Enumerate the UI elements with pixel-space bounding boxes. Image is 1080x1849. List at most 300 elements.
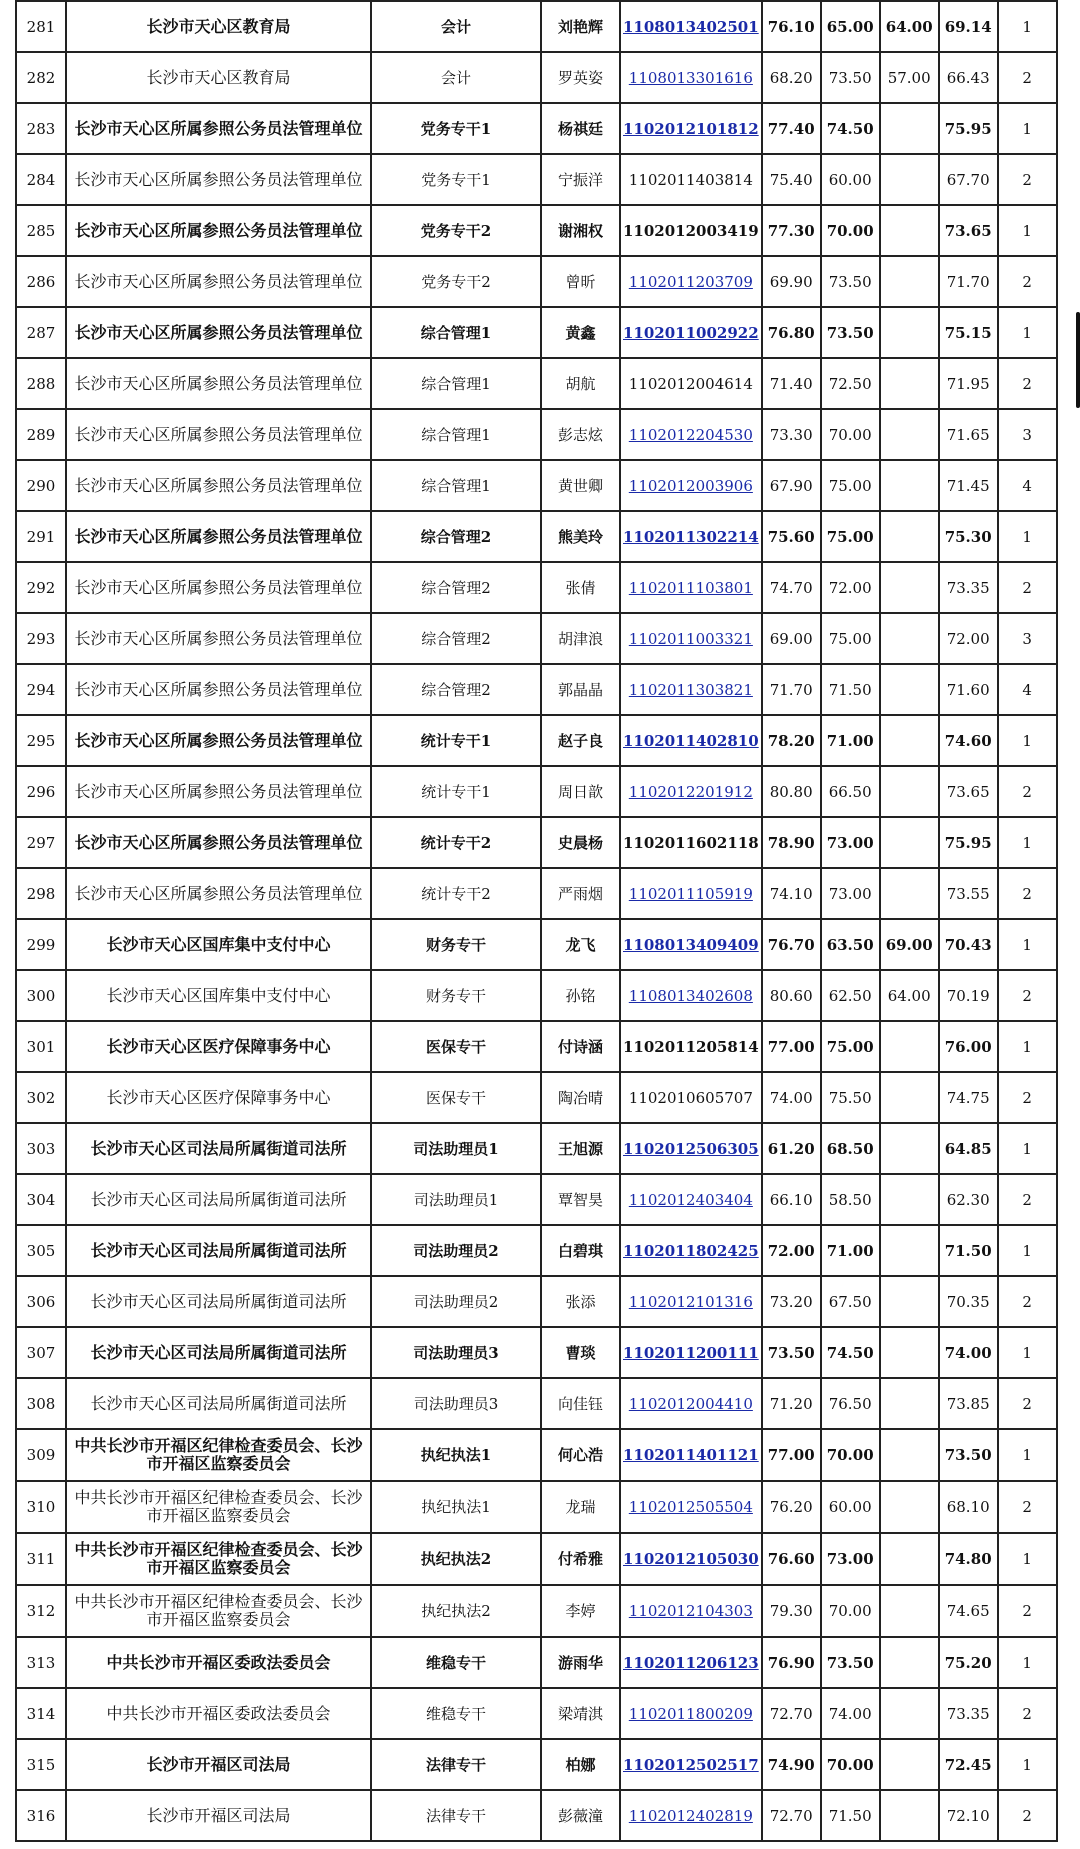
- row-number-cell: 295: [16, 715, 66, 766]
- position-cell: 执纪执法1: [371, 1429, 541, 1481]
- interview-score-cell: 73.50: [821, 256, 880, 307]
- ticket-number-link[interactable]: 1102012104303: [628, 1602, 753, 1620]
- total-score-cell: 72.45: [939, 1739, 998, 1790]
- rank-cell: 2: [998, 358, 1057, 409]
- row-number-cell: 312: [16, 1585, 66, 1637]
- employer-unit-cell: 长沙市天心区医疗保障事务中心: [66, 1021, 371, 1072]
- ticket-number-cell: [620, 103, 762, 154]
- interview-score-cell: 58.50: [821, 1174, 880, 1225]
- ticket-number-link[interactable]: 1102012506305: [623, 1139, 759, 1158]
- position-cell: 综合管理1: [371, 460, 541, 511]
- row-number-cell: 305: [16, 1225, 66, 1276]
- ticket-number-link[interactable]: 1102011302214: [623, 527, 759, 546]
- ticket-number-cell: [620, 868, 762, 919]
- row-number-cell: 299: [16, 919, 66, 970]
- row-number-cell: 289: [16, 409, 66, 460]
- row-number-cell: 300: [16, 970, 66, 1021]
- ticket-number-link[interactable]: 1108013402608: [628, 986, 753, 1005]
- position-cell: 维稳专干: [371, 1637, 541, 1688]
- employer-unit-cell: 长沙市天心区所属参照公务员法管理单位: [66, 358, 371, 409]
- position-cell: 会计: [371, 52, 541, 103]
- candidate-name-cell: 覃智昊: [541, 1174, 620, 1225]
- written-score-cell: 76.10: [762, 1, 821, 52]
- employer-unit-cell: 长沙市天心区所属参照公务员法管理单位: [66, 307, 371, 358]
- total-score-cell: 76.00: [939, 1021, 998, 1072]
- position-cell: 统计专干1: [371, 766, 541, 817]
- ticket-number-cell: [620, 1225, 762, 1276]
- ticket-number-link: 1102011602118: [623, 833, 759, 852]
- interview-score-cell: 73.00: [821, 868, 880, 919]
- position-cell: 综合管理2: [371, 562, 541, 613]
- total-score-cell: 74.80: [939, 1533, 998, 1585]
- ticket-number-link[interactable]: 1102012403404: [628, 1190, 753, 1209]
- row-number-cell: 288: [16, 358, 66, 409]
- total-score-cell: 71.70: [939, 256, 998, 307]
- interview-score-cell: 70.00: [821, 1429, 880, 1481]
- row-number-cell: 302: [16, 1072, 66, 1123]
- ticket-number-link: 1102011205814: [623, 1037, 759, 1056]
- scrollbar-thumb[interactable]: [1076, 312, 1080, 408]
- rank-cell: 3: [998, 409, 1057, 460]
- employer-unit-cell: 中共长沙市开福区纪律检查委员会、长沙市开福区监察委员会: [66, 1585, 371, 1637]
- ticket-number-link[interactable]: 1102012204530: [628, 425, 753, 444]
- candidate-name-cell: 宁振洋: [541, 154, 620, 205]
- ticket-number-cell: [620, 307, 762, 358]
- row-number-cell: 309: [16, 1429, 66, 1481]
- employer-unit-cell: 长沙市天心区所属参照公务员法管理单位: [66, 409, 371, 460]
- interview-score-cell: 74.00: [821, 1688, 880, 1739]
- ticket-number-link[interactable]: 1102012505504: [628, 1498, 753, 1516]
- position-cell: 执纪执法1: [371, 1481, 541, 1533]
- ticket-number-link[interactable]: 1108013301616: [628, 68, 753, 87]
- written-score-cell: 74.70: [762, 562, 821, 613]
- rank-cell: 2: [998, 1790, 1057, 1841]
- total-score-cell: 73.35: [939, 562, 998, 613]
- position-cell: 司法助理员3: [371, 1327, 541, 1378]
- position-cell: 统计专干2: [371, 817, 541, 868]
- ticket-number-cell: [620, 1429, 762, 1481]
- skill-score-cell: [880, 256, 939, 307]
- candidate-name-cell: 彭薇潼: [541, 1790, 620, 1841]
- ticket-number-cell: [620, 1327, 762, 1378]
- rank-cell: 2: [998, 1276, 1057, 1327]
- row-number-cell: 284: [16, 154, 66, 205]
- skill-score-cell: [880, 1739, 939, 1790]
- rank-cell: 2: [998, 1072, 1057, 1123]
- ticket-number-link[interactable]: 1102012105030: [623, 1550, 759, 1568]
- ticket-number-link[interactable]: 1102012004410: [628, 1394, 753, 1413]
- total-score-cell: 73.50: [939, 1429, 998, 1481]
- ticket-number-cell: [620, 1276, 762, 1327]
- rank-cell: 2: [998, 1378, 1057, 1429]
- employer-unit-cell: 长沙市天心区所属参照公务员法管理单位: [66, 562, 371, 613]
- ticket-number-link: 1102012004614: [628, 374, 753, 393]
- table-row: [16, 1429, 1057, 1481]
- ticket-number-link[interactable]: 1102011002922: [623, 323, 759, 342]
- row-number-cell: 285: [16, 205, 66, 256]
- employer-unit-cell: 长沙市天心区所属参照公务员法管理单位: [66, 766, 371, 817]
- rank-cell: 1: [998, 307, 1057, 358]
- written-score-cell: 80.60: [762, 970, 821, 1021]
- total-score-cell: 71.60: [939, 664, 998, 715]
- row-number-cell: 283: [16, 103, 66, 154]
- skill-score-cell: [880, 1790, 939, 1841]
- written-score-cell: 75.40: [762, 154, 821, 205]
- candidate-name-cell: 龙瑞: [541, 1481, 620, 1533]
- position-cell: 综合管理1: [371, 307, 541, 358]
- row-number-cell: 306: [16, 1276, 66, 1327]
- written-score-cell: 77.40: [762, 103, 821, 154]
- written-score-cell: 72.70: [762, 1790, 821, 1841]
- ticket-number-link[interactable]: 1102011402810: [623, 731, 759, 750]
- ticket-number-link[interactable]: 1102012003906: [628, 476, 753, 495]
- ticket-number-link[interactable]: 1102011103801: [628, 578, 753, 597]
- employer-unit-cell: 长沙市天心区国库集中支付中心: [66, 919, 371, 970]
- interview-score-cell: 71.50: [821, 664, 880, 715]
- candidate-name-cell: 熊美玲: [541, 511, 620, 562]
- ticket-number-link[interactable]: 1102012101316: [628, 1292, 753, 1311]
- skill-score-cell: [880, 1378, 939, 1429]
- table-row: [16, 1072, 1057, 1123]
- table-row: [16, 1739, 1057, 1790]
- candidate-name-cell: 罗英姿: [541, 52, 620, 103]
- candidate-name-cell: 赵子良: [541, 715, 620, 766]
- ticket-number-link[interactable]: 1102011206123: [623, 1653, 759, 1672]
- position-cell: 会计: [371, 1, 541, 52]
- total-score-cell: 68.10: [939, 1481, 998, 1533]
- skill-score-cell: [880, 613, 939, 664]
- candidate-name-cell: 严雨烟: [541, 868, 620, 919]
- interview-score-cell: 74.50: [821, 1327, 880, 1378]
- total-score-cell: 74.75: [939, 1072, 998, 1123]
- ticket-number-link[interactable]: 1102011105919: [628, 884, 753, 903]
- interview-score-cell: 75.00: [821, 511, 880, 562]
- employer-unit-cell: 长沙市天心区医疗保障事务中心: [66, 1072, 371, 1123]
- position-cell: 综合管理1: [371, 358, 541, 409]
- written-score-cell: 67.90: [762, 460, 821, 511]
- ticket-number-cell: [620, 52, 762, 103]
- interview-score-cell: 72.50: [821, 358, 880, 409]
- ticket-number-cell: [620, 1021, 762, 1072]
- rank-cell: 1: [998, 1637, 1057, 1688]
- ticket-number-cell: [620, 205, 762, 256]
- employer-unit-cell: 长沙市天心区所属参照公务员法管理单位: [66, 715, 371, 766]
- ticket-number-link[interactable]: 1102011401121: [623, 1446, 759, 1464]
- employer-unit-cell: 长沙市天心区所属参照公务员法管理单位: [66, 511, 371, 562]
- total-score-cell: 75.95: [939, 817, 998, 868]
- rank-cell: 2: [998, 868, 1057, 919]
- interview-score-cell: 65.00: [821, 1, 880, 52]
- row-number-cell: 296: [16, 766, 66, 817]
- ticket-number-cell: [620, 409, 762, 460]
- ticket-number-cell: [620, 613, 762, 664]
- candidate-name-cell: 向佳钰: [541, 1378, 620, 1429]
- rank-cell: 1: [998, 205, 1057, 256]
- ticket-number-link[interactable]: 1102012201912: [628, 782, 753, 801]
- interview-score-cell: 71.00: [821, 1225, 880, 1276]
- row-number-cell: 301: [16, 1021, 66, 1072]
- skill-score-cell: [880, 1585, 939, 1637]
- skill-score-cell: [880, 1481, 939, 1533]
- total-score-cell: 70.19: [939, 970, 998, 1021]
- ticket-number-link[interactable]: 1102011800209: [628, 1704, 753, 1723]
- interview-score-cell: 60.00: [821, 1481, 880, 1533]
- total-score-cell: 73.65: [939, 766, 998, 817]
- position-cell: 党务专干2: [371, 256, 541, 307]
- total-score-cell: 67.70: [939, 154, 998, 205]
- candidate-name-cell: 杨祺廷: [541, 103, 620, 154]
- position-cell: 司法助理员2: [371, 1276, 541, 1327]
- table-row: [16, 52, 1057, 103]
- employer-unit-cell: 长沙市天心区所属参照公务员法管理单位: [66, 103, 371, 154]
- written-score-cell: 68.20: [762, 52, 821, 103]
- interview-score-cell: 66.50: [821, 766, 880, 817]
- written-score-cell: 66.10: [762, 1174, 821, 1225]
- rank-cell: 2: [998, 52, 1057, 103]
- rank-cell: 1: [998, 1429, 1057, 1481]
- skill-score-cell: [880, 715, 939, 766]
- table-row: [16, 1, 1057, 52]
- table-row: [16, 1225, 1057, 1276]
- ticket-number-link[interactable]: 1102011303821: [628, 680, 753, 699]
- row-number-cell: 294: [16, 664, 66, 715]
- rank-cell: 1: [998, 715, 1057, 766]
- rank-cell: 1: [998, 1123, 1057, 1174]
- candidate-name-cell: 白碧琪: [541, 1225, 620, 1276]
- ticket-number-cell: [620, 1637, 762, 1688]
- position-cell: 党务专干1: [371, 154, 541, 205]
- table-row: [16, 1174, 1057, 1225]
- ticket-number-cell: [620, 1, 762, 52]
- written-score-cell: 80.80: [762, 766, 821, 817]
- employer-unit-cell: 长沙市天心区所属参照公务员法管理单位: [66, 256, 371, 307]
- total-score-cell: 71.50: [939, 1225, 998, 1276]
- table-row: [16, 1123, 1057, 1174]
- ticket-number-link[interactable]: 1108013409409: [623, 935, 759, 954]
- total-score-cell: 70.35: [939, 1276, 998, 1327]
- skill-score-cell: [880, 1072, 939, 1123]
- position-cell: 维稳专干: [371, 1688, 541, 1739]
- written-score-cell: 77.00: [762, 1021, 821, 1072]
- total-score-cell: 71.95: [939, 358, 998, 409]
- written-score-cell: 73.30: [762, 409, 821, 460]
- skill-score-cell: [880, 1021, 939, 1072]
- written-score-cell: 76.60: [762, 1533, 821, 1585]
- table-row: [16, 1481, 1057, 1533]
- candidate-name-cell: 付希雅: [541, 1533, 620, 1585]
- row-number-cell: 293: [16, 613, 66, 664]
- row-number-cell: 281: [16, 1, 66, 52]
- interview-score-cell: 67.50: [821, 1276, 880, 1327]
- candidate-name-cell: 刘艳辉: [541, 1, 620, 52]
- written-score-cell: 77.00: [762, 1429, 821, 1481]
- total-score-cell: 72.00: [939, 613, 998, 664]
- employer-unit-cell: 中共长沙市开福区纪律检查委员会、长沙市开福区监察委员会: [66, 1429, 371, 1481]
- candidate-name-cell: 彭志炫: [541, 409, 620, 460]
- position-cell: 执纪执法2: [371, 1585, 541, 1637]
- table-row: [16, 1378, 1057, 1429]
- employer-unit-cell: 长沙市开福区司法局: [66, 1790, 371, 1841]
- total-score-cell: 75.15: [939, 307, 998, 358]
- skill-score-cell: 64.00: [880, 1, 939, 52]
- table-row: [16, 1533, 1057, 1585]
- candidate-name-cell: 龙飞: [541, 919, 620, 970]
- interview-score-cell: 68.50: [821, 1123, 880, 1174]
- written-score-cell: 76.80: [762, 307, 821, 358]
- ticket-number-link[interactable]: 1102011003321: [628, 629, 753, 648]
- table-row: [16, 715, 1057, 766]
- total-score-cell: 73.55: [939, 868, 998, 919]
- candidate-name-cell: 何心浩: [541, 1429, 620, 1481]
- interview-score-cell: 73.00: [821, 1533, 880, 1585]
- written-score-cell: 76.70: [762, 919, 821, 970]
- total-score-cell: 64.85: [939, 1123, 998, 1174]
- employer-unit-cell: 长沙市天心区所属参照公务员法管理单位: [66, 664, 371, 715]
- interview-score-cell: 62.50: [821, 970, 880, 1021]
- ticket-number-cell: [620, 1739, 762, 1790]
- employer-unit-cell: 中共长沙市开福区委政法委员会: [66, 1688, 371, 1739]
- table-row: [16, 868, 1057, 919]
- ticket-number-link[interactable]: 1102011200111: [623, 1343, 759, 1362]
- candidate-name-cell: 周日歆: [541, 766, 620, 817]
- rank-cell: 2: [998, 766, 1057, 817]
- ticket-number-link[interactable]: 1102011802425: [623, 1241, 759, 1260]
- ticket-number-link[interactable]: 1102012101812: [623, 119, 759, 138]
- ticket-number-cell: [620, 970, 762, 1021]
- ticket-number-link[interactable]: 1102012402819: [628, 1806, 753, 1825]
- table-row: [16, 256, 1057, 307]
- table-row: [16, 1637, 1057, 1688]
- ticket-number-cell: [620, 358, 762, 409]
- employer-unit-cell: 长沙市天心区所属参照公务员法管理单位: [66, 613, 371, 664]
- employer-unit-cell: 长沙市天心区司法局所属街道司法所: [66, 1378, 371, 1429]
- rank-cell: 3: [998, 613, 1057, 664]
- row-number-cell: 304: [16, 1174, 66, 1225]
- interview-score-cell: 63.50: [821, 919, 880, 970]
- ticket-number-cell: [620, 1481, 762, 1533]
- table-row: [16, 1021, 1057, 1072]
- interview-score-cell: 70.00: [821, 1585, 880, 1637]
- employer-unit-cell: 长沙市天心区所属参照公务员法管理单位: [66, 868, 371, 919]
- ticket-number-cell: [620, 562, 762, 613]
- total-score-cell: 72.10: [939, 1790, 998, 1841]
- ticket-number-cell: [620, 817, 762, 868]
- rank-cell: 1: [998, 1533, 1057, 1585]
- table-row: [16, 817, 1057, 868]
- table-row: [16, 1276, 1057, 1327]
- employer-unit-cell: 长沙市天心区国库集中支付中心: [66, 970, 371, 1021]
- employer-unit-cell: 中共长沙市开福区委政法委员会: [66, 1637, 371, 1688]
- ticket-number-link[interactable]: 1102011203709: [628, 272, 753, 291]
- skill-score-cell: 57.00: [880, 52, 939, 103]
- ticket-number-cell: [620, 1533, 762, 1585]
- rank-cell: 2: [998, 970, 1057, 1021]
- ticket-number-cell: [620, 1072, 762, 1123]
- table-row: [16, 664, 1057, 715]
- total-score-cell: 74.00: [939, 1327, 998, 1378]
- ticket-number-link: 1102010605707: [628, 1088, 753, 1107]
- candidate-name-cell: 张添: [541, 1276, 620, 1327]
- rank-cell: 4: [998, 460, 1057, 511]
- skill-score-cell: [880, 1533, 939, 1585]
- total-score-cell: 73.35: [939, 1688, 998, 1739]
- employer-unit-cell: 长沙市天心区所属参照公务员法管理单位: [66, 205, 371, 256]
- ticket-number-link[interactable]: 1102012502517: [623, 1755, 759, 1774]
- rank-cell: 1: [998, 919, 1057, 970]
- employer-unit-cell: 长沙市天心区教育局: [66, 52, 371, 103]
- ticket-number-cell: [620, 664, 762, 715]
- position-cell: 统计专干2: [371, 868, 541, 919]
- written-score-cell: 74.90: [762, 1739, 821, 1790]
- ticket-number-cell: [620, 1123, 762, 1174]
- rank-cell: 2: [998, 562, 1057, 613]
- rank-cell: 1: [998, 1739, 1057, 1790]
- employer-unit-cell: 长沙市天心区司法局所属街道司法所: [66, 1276, 371, 1327]
- ticket-number-cell: [620, 919, 762, 970]
- employer-unit-cell: 长沙市天心区教育局: [66, 1, 371, 52]
- candidate-name-cell: 李婷: [541, 1585, 620, 1637]
- skill-score-cell: [880, 1225, 939, 1276]
- rank-cell: 1: [998, 1, 1057, 52]
- skill-score-cell: [880, 307, 939, 358]
- employer-unit-cell: 长沙市天心区所属参照公务员法管理单位: [66, 817, 371, 868]
- skill-score-cell: [880, 511, 939, 562]
- employer-unit-cell: 长沙市天心区所属参照公务员法管理单位: [66, 460, 371, 511]
- table-row: [16, 562, 1057, 613]
- total-score-cell: 73.65: [939, 205, 998, 256]
- skill-score-cell: [880, 1276, 939, 1327]
- ticket-number-cell: [620, 766, 762, 817]
- skill-score-cell: [880, 1123, 939, 1174]
- employer-unit-cell: 中共长沙市开福区纪律检查委员会、长沙市开福区监察委员会: [66, 1481, 371, 1533]
- rank-cell: 4: [998, 664, 1057, 715]
- rank-cell: 1: [998, 1021, 1057, 1072]
- employer-unit-cell: 长沙市天心区司法局所属街道司法所: [66, 1174, 371, 1225]
- table-row: [16, 766, 1057, 817]
- table-row: [16, 613, 1057, 664]
- position-cell: 综合管理2: [371, 613, 541, 664]
- written-score-cell: 75.60: [762, 511, 821, 562]
- skill-score-cell: [880, 409, 939, 460]
- skill-score-cell: [880, 1688, 939, 1739]
- candidate-name-cell: 游雨华: [541, 1637, 620, 1688]
- ticket-number-cell: [620, 256, 762, 307]
- total-score-cell: 71.45: [939, 460, 998, 511]
- row-number-cell: 308: [16, 1378, 66, 1429]
- interview-score-cell: 70.00: [821, 1739, 880, 1790]
- employer-unit-cell: 长沙市开福区司法局: [66, 1739, 371, 1790]
- total-score-cell: 75.95: [939, 103, 998, 154]
- written-score-cell: 78.90: [762, 817, 821, 868]
- position-cell: 司法助理员2: [371, 1225, 541, 1276]
- interview-score-cell: 73.00: [821, 817, 880, 868]
- interview-score-cell: 75.00: [821, 613, 880, 664]
- total-score-cell: 70.43: [939, 919, 998, 970]
- skill-score-cell: [880, 1327, 939, 1378]
- skill-score-cell: [880, 817, 939, 868]
- total-score-cell: 62.30: [939, 1174, 998, 1225]
- position-cell: 财务专干: [371, 970, 541, 1021]
- interview-score-cell: 73.50: [821, 307, 880, 358]
- position-cell: 财务专干: [371, 919, 541, 970]
- ticket-number-link[interactable]: 1108013402501: [623, 17, 759, 36]
- ticket-number-cell: [620, 511, 762, 562]
- ticket-number-cell: [620, 1174, 762, 1225]
- row-number-cell: 297: [16, 817, 66, 868]
- interview-score-cell: 71.50: [821, 1790, 880, 1841]
- ticket-number-cell: [620, 154, 762, 205]
- row-number-cell: 315: [16, 1739, 66, 1790]
